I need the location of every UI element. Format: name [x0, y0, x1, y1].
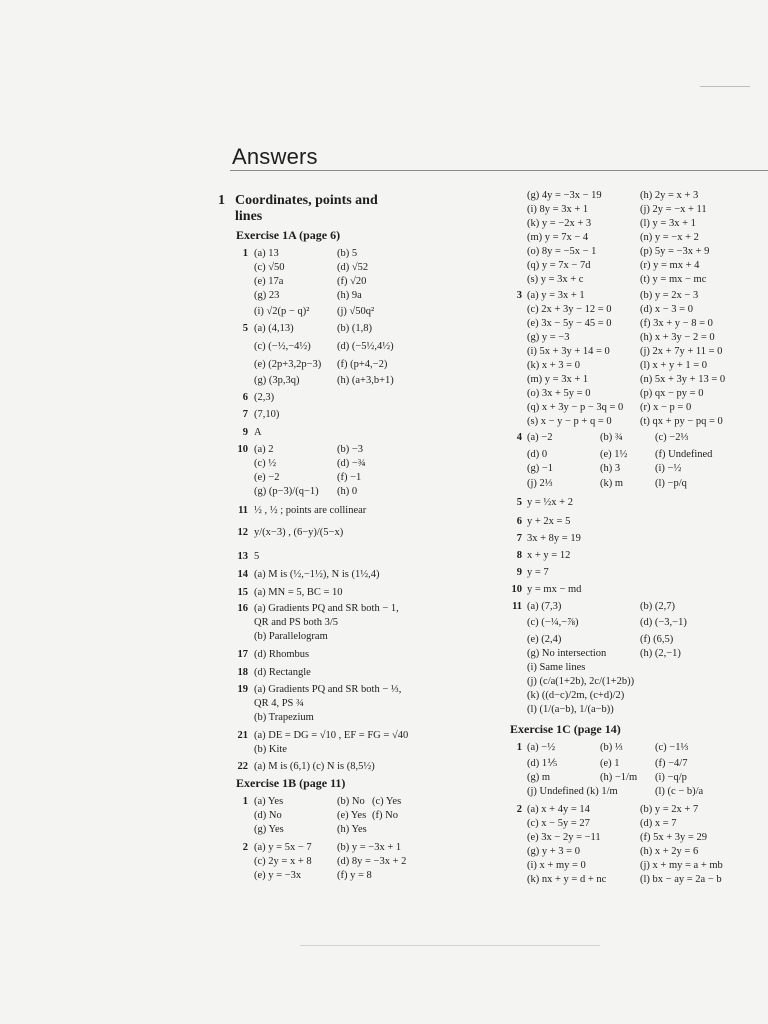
answer-part: (g) Yes	[254, 824, 284, 835]
answer-part: (g) 4y = −3x − 19	[527, 190, 602, 201]
answer-part: (e) (2p+3,2p−3)	[254, 359, 322, 370]
answer-part: (h) 3	[600, 463, 621, 474]
answer-part: (q) x + 3y − p − 3q = 0	[527, 402, 624, 413]
answer-part: (m) y = 3x + 1	[527, 374, 589, 385]
answer-part: (j) √50q²	[337, 306, 375, 317]
question-number: 21	[237, 730, 248, 741]
answer-part: (7,10)	[254, 409, 280, 420]
answer-part: (k) y = −2x + 3	[527, 218, 592, 229]
answer-part: (a) −2	[527, 432, 553, 443]
answer-part: (j) (c/a(1+2b), 2c/(1+2b))	[527, 676, 635, 687]
chapter-number: 1	[218, 193, 225, 208]
answer-part: (h) 0	[337, 486, 358, 497]
answer-part: (c) 2y = x + 8	[254, 856, 312, 867]
answer-part: (c) x − 5y = 27	[527, 818, 590, 829]
answer-part: (f) √20	[337, 276, 367, 287]
answer-part: (e) 1½	[600, 449, 628, 460]
answer-part: (p) qx − py = 0	[640, 388, 704, 399]
answer-part: (a) 2	[254, 444, 274, 455]
answer-part: (i) Same lines	[527, 662, 586, 673]
question-number: 19	[237, 684, 248, 695]
question-number: 1	[516, 742, 522, 753]
answer-part: (d) −¾	[337, 458, 366, 469]
answer-part: (n) 5x + 3y + 13 = 0	[640, 374, 726, 385]
answer-part: (i) x + my = 0	[527, 860, 586, 871]
page-title: Answers	[232, 144, 318, 169]
question-number: 1	[242, 796, 248, 807]
answer-part: (a) DE = DG = √10 , EF = FG = √40	[254, 730, 409, 741]
answer-part: (k) ((d−c)/2m, (c+d)/2)	[527, 690, 625, 701]
answer-part: x + y = 12	[527, 550, 571, 561]
question-number: 15	[237, 587, 248, 598]
answer-part: (c) −2⅓	[655, 432, 689, 443]
answer-part: (l) y = 3x + 1	[640, 218, 696, 229]
answer-part: (p) 5y = −3x + 9	[640, 246, 710, 257]
answer-part: (e) 3x − 5y − 45 = 0	[527, 318, 612, 329]
answer-part: (a) 13	[254, 248, 279, 259]
answer-part: (a) (4,13)	[254, 323, 294, 334]
answer-part: (h) (a+3,b+1)	[337, 375, 394, 386]
answer-part: ½ , ½ ; points are collinear	[254, 505, 367, 516]
question-number: 6	[516, 516, 522, 527]
answer-part: y + 2x = 5	[527, 516, 571, 527]
answer-part: (b) Trapezium	[254, 712, 314, 723]
answer-part: (c) (−¼,−⅞)	[527, 617, 579, 628]
answer-part: (j) 2y = −x + 11	[640, 204, 707, 215]
answer-part: (g) y = −3	[527, 332, 570, 343]
answer-part: 3x + 8y = 19	[527, 533, 581, 544]
answer-part: (b) y = 2x − 3	[640, 290, 699, 301]
answer-part: (h) 9a	[337, 290, 362, 301]
answer-part: (a) x + 4y = 14	[527, 804, 590, 815]
answer-part: (f) 3x + y − 8 = 0	[640, 318, 713, 329]
scan-mark	[700, 86, 750, 87]
answer-part: (l) −p/q	[655, 478, 687, 489]
answer-part: (g) (p−3)/(q−1)	[254, 486, 319, 497]
answer-part: (b) Kite	[254, 744, 287, 755]
answer-part: (c) Yes	[372, 796, 402, 807]
answer-part: (f) Undefined	[655, 449, 713, 460]
answer-part: (a) y = 3x + 1	[527, 290, 585, 301]
scan-mark	[300, 945, 600, 946]
answer-part: y = ½x + 2	[527, 497, 573, 508]
answer-part: (j) x + my = a + mb	[640, 860, 723, 871]
answer-part: (b) y = 2x + 7	[640, 804, 699, 815]
question-number: 2	[516, 804, 522, 815]
answer-part: (g) m	[527, 772, 551, 783]
question-number: 8	[516, 550, 522, 561]
answer-part: (e) y = −3x	[254, 870, 302, 881]
answer-part: (a) y = 5x − 7	[254, 842, 312, 853]
answer-part: (e) −2	[254, 472, 280, 483]
answer-part: (l) x + y + 1 = 0	[640, 360, 708, 371]
answer-part: (t) qx + py − pq = 0	[640, 416, 723, 427]
answer-part: 5	[254, 551, 260, 562]
exercise-heading: Exercise 1C (page 14)	[510, 722, 621, 736]
answer-part: (t) y = mx − mc	[640, 274, 707, 285]
question-number: 1	[242, 248, 248, 259]
answer-part: (s) y = 3x + c	[527, 274, 584, 285]
answer-part: (f) (6,5)	[640, 634, 674, 645]
answer-part: (b) No	[337, 796, 365, 807]
answer-part: (c) −1⅓	[655, 742, 689, 753]
answer-part: y = 7	[527, 567, 549, 578]
answer-part: (f) y = 8	[337, 870, 372, 881]
answer-part: (e) 17a	[254, 276, 284, 287]
answer-part: (f) 5x + 3y = 29	[640, 832, 707, 843]
answer-part: (b) y = −3x + 1	[337, 842, 402, 853]
answer-part: (e) (2,4)	[527, 634, 562, 645]
answer-part: A	[254, 427, 262, 438]
answer-part: (k) x + 3 = 0	[527, 360, 580, 371]
answer-part: (r) y = mx + 4	[640, 260, 700, 271]
answer-part: (o) 8y = −5x − 1	[527, 246, 597, 257]
answer-part: (n) y = −x + 2	[640, 232, 699, 243]
question-number: 4	[516, 432, 522, 443]
answer-part: (h) x + 3y − 2 = 0	[640, 332, 715, 343]
question-number: 18	[237, 667, 248, 678]
answer-part: (j) 2x + 7y + 11 = 0	[640, 346, 723, 357]
answer-part: (l) (1/(a−b), 1/(a−b))	[527, 704, 614, 715]
answer-part: (d) No	[254, 810, 282, 821]
answer-part: (s) x − y − p + q = 0	[527, 416, 612, 427]
answer-part: (d) x − 3 = 0	[640, 304, 693, 315]
answer-part: (l) bx − ay = 2a − b	[640, 874, 722, 885]
answer-part: (g) y + 3 = 0	[527, 846, 580, 857]
answer-part: (j) Undefined (k) 1/m	[527, 786, 618, 797]
answer-part: (d) (−5½,4½)	[337, 341, 394, 352]
answer-part: (b) 5	[337, 248, 358, 259]
answer-part: (2,3)	[254, 392, 275, 403]
answer-part: (g) No intersection	[527, 648, 607, 659]
answer-part: (k) m	[600, 478, 624, 489]
answer-part: (d) (−3,−1)	[640, 617, 687, 628]
question-number: 10	[237, 444, 248, 455]
answer-part: (e) 3x − 2y = −11	[527, 832, 601, 843]
answer-part: (b) ¾	[600, 432, 623, 443]
answer-part: (c) √50	[254, 262, 285, 273]
question-number: 9	[516, 567, 522, 578]
answer-part: (h) x + 2y = 6	[640, 846, 699, 857]
answer-part: (b) (2,7)	[640, 601, 675, 612]
answer-part: (l) (c − b)/a	[655, 786, 704, 797]
answer-part: (m) y = 7x − 4	[527, 232, 589, 243]
answer-part: y = mx − md	[527, 584, 582, 595]
question-number: 22	[237, 761, 248, 772]
answer-part: (a) M is (6,1) (c) N is (8,5½)	[254, 761, 375, 772]
question-number: 9	[242, 427, 248, 438]
answer-part: (j) 2⅓	[527, 478, 553, 489]
answer-part: (a) Gradients PQ and SR both − ⅓,	[254, 684, 402, 695]
answer-part: (f) −1	[337, 472, 362, 483]
answer-part: QR 4, PS ¾	[254, 698, 304, 709]
question-number: 14	[237, 569, 248, 580]
answer-part: (d) √52	[337, 262, 369, 273]
exercise-heading: Exercise 1B (page 11)	[236, 776, 346, 790]
question-number: 5	[516, 497, 522, 508]
answer-part: (i) −½	[655, 463, 682, 474]
answer-part: (k) nx + y = d + nc	[527, 874, 607, 885]
answer-part: (a) −½	[527, 742, 556, 753]
answer-part: (g) −1	[527, 463, 554, 474]
answer-part: (f) −4/7	[655, 758, 688, 769]
answer-part: (i) 8y = 3x + 1	[527, 204, 589, 215]
answer-part: (d) Rectangle	[254, 667, 311, 678]
answer-part: (d) 8y = −3x + 2	[337, 856, 407, 867]
answer-part: (e) 1	[600, 758, 620, 769]
answer-part: (a) Yes	[254, 796, 284, 807]
answer-part: (h) (2,−1)	[640, 648, 681, 659]
question-number: 3	[516, 290, 522, 301]
answer-part: QR and PS both 3/5	[254, 617, 339, 628]
answer-part: (d) 0	[527, 449, 548, 460]
answer-part: (a) M is (½,−1½), N is (1½,4)	[254, 569, 380, 580]
answer-part: (b) ⅓	[600, 742, 623, 753]
answer-part: (i) −q/p	[655, 772, 687, 783]
answer-part: (a) (7,3)	[527, 601, 562, 612]
answer-part: (b) (1,8)	[337, 323, 372, 334]
question-number: 6	[242, 392, 248, 403]
answer-part: (g) (3p,3q)	[254, 375, 300, 386]
question-number: 7	[242, 409, 248, 420]
answer-part: (e) Yes	[337, 810, 367, 821]
answer-part: (h) 2y = x + 3	[640, 190, 699, 201]
answer-part: (h) Yes	[337, 824, 367, 835]
answer-part: (i) 5x + 3y + 14 = 0	[527, 346, 610, 357]
answer-part: (c) (−½,−4½)	[254, 341, 311, 352]
title-rule	[230, 170, 768, 171]
answer-part: (d) Rhombus	[254, 649, 310, 660]
answer-part: (f) (p+4,−2)	[337, 359, 388, 370]
question-number: 11	[238, 505, 248, 516]
answer-part: (c) 2x + 3y − 12 = 0	[527, 304, 612, 315]
question-number: 12	[237, 527, 248, 538]
answer-part: y/(x−3) , (6−y)/(5−x)	[254, 527, 344, 538]
answer-part: (f) No	[372, 810, 398, 821]
answer-part: (o) 3x + 5y = 0	[527, 388, 591, 399]
chapter-title: Coordinates, points and lines	[235, 193, 378, 224]
answer-part: (d) 1⅕	[527, 758, 558, 769]
answer-part: (a) MN = 5, BC = 10	[254, 587, 343, 598]
answer-part: (g) 23	[254, 290, 280, 301]
exercise-heading: Exercise 1A (page 6)	[236, 228, 341, 242]
question-number: 16	[237, 603, 248, 614]
question-number: 7	[516, 533, 522, 544]
question-number: 17	[237, 649, 248, 660]
answer-part: (d) x = 7	[640, 818, 677, 829]
answer-part: (q) y = 7x − 7d	[527, 260, 591, 271]
question-number: 13	[237, 551, 248, 562]
question-number: 2	[242, 842, 248, 853]
answer-part: (a) Gradients PQ and SR both − 1,	[254, 603, 399, 614]
answer-part: (b) Parallelogram	[254, 631, 328, 642]
answer-part: (i) √2(p − q)²	[254, 306, 310, 317]
answer-part: (c) ½	[254, 458, 277, 469]
question-number: 11	[512, 601, 522, 612]
answer-part: (b) −3	[337, 444, 364, 455]
answer-part: (h) −1/m	[600, 772, 638, 783]
question-number: 5	[242, 323, 248, 334]
question-number: 10	[511, 584, 522, 595]
answer-part: (r) x − p = 0	[640, 402, 692, 413]
